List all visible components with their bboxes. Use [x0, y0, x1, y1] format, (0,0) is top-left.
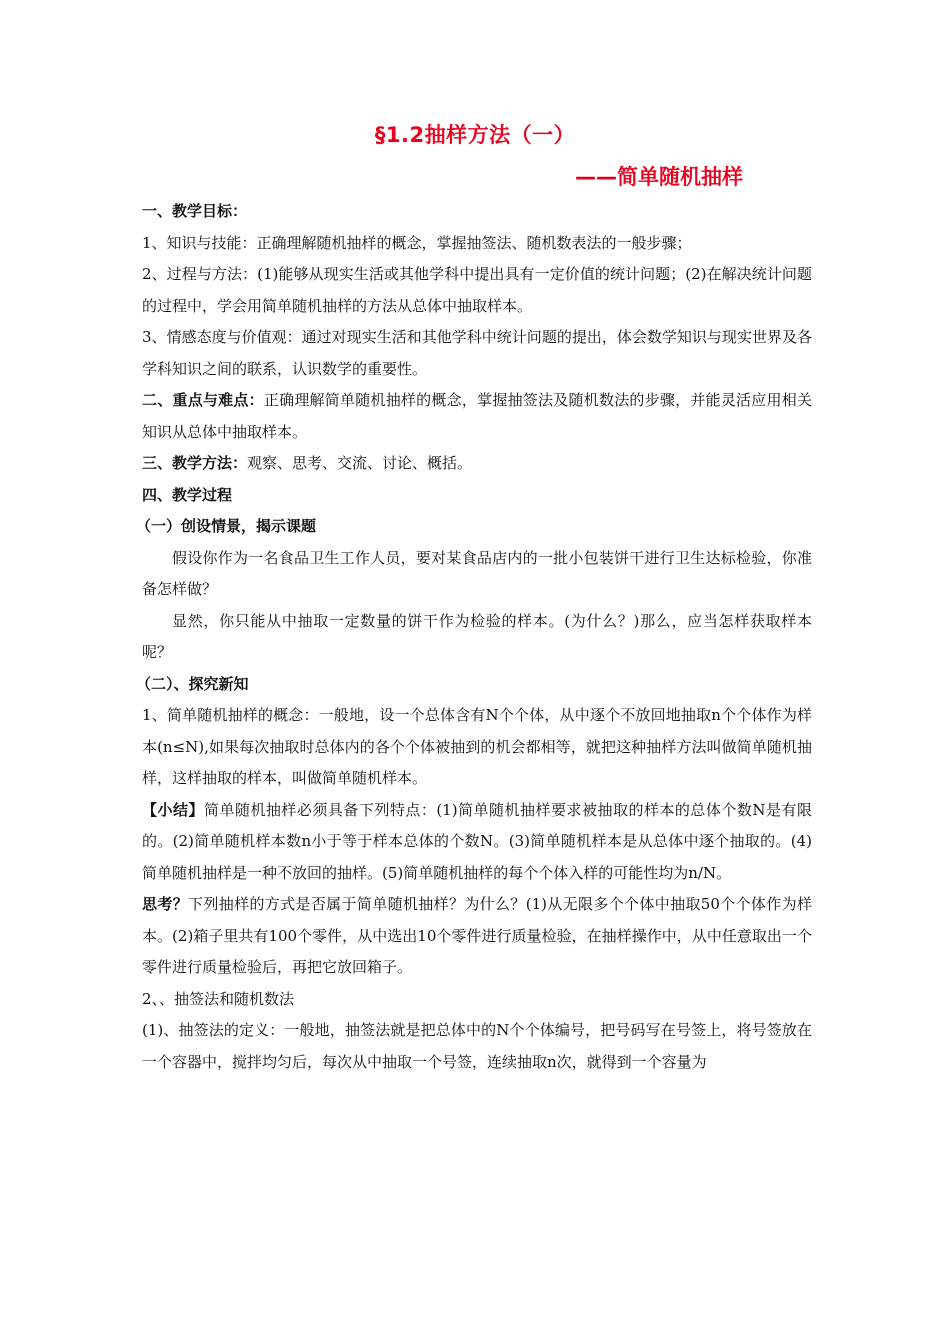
section-methods: [142, 448, 812, 480]
section-heading-process: 四、教学过程: [142, 485, 233, 504]
think-text: 下列抽样的方式是否属于简单随机抽样？为什么？(1)从无限多个个体中抽取50个个体作为样本。(2)箱子里共有100个零件，从中选出10个零件进行质量检验，在抽样操作中，从中任意取出一个零件进行质量检验后，再把它放回箱子。: [142, 895, 812, 976]
goal-knowledge: 1、知识与技能：正确理解随机抽样的概念，掌握抽签法、随机数表法的一般步骤；: [142, 233, 692, 252]
scenario-paragraph-2: 显然，你只能从中抽取一定数量的饼干作为检验的样本。(为什么？)那么，应当怎样获取样本呢？: [142, 611, 812, 661]
scenario-paragraph-1: 假设你作为一名食品卫生工作人员，要对某食品店内的一批小包装饼干进行卫生达标检验，你准备怎样做？: [142, 548, 812, 598]
summary-label: 【小结】: [142, 800, 204, 819]
document-body: [136, 196, 812, 1078]
summary-paragraph: [142, 795, 812, 890]
section-heading-methods: 三、教学方法：: [142, 454, 248, 472]
goal-process: 2、过程与方法：(1)能够从现实生活或其他学科中提出具有一定价值的统计问题；(2)在解决统计问题的过程中，学会用简单随机抽样的方法从总体中抽取样本。: [142, 265, 812, 315]
think-label: 思考？: [142, 895, 189, 913]
key-points-text: 正确理解简单随机抽样的概念，掌握抽签法及随机数法的步骤，并能灵活应用相关知识从总体中抽取样本。: [142, 391, 812, 441]
summary-text: 简单随机抽样必须具备下列特点：(1)简单随机抽样要求被抽取的样本的总体个数N是有限的。(2)简单随机样本数n小于等于样本总体的个数N。(3)简单随机样本是从总体中逐个抽取的。(4)简单随机抽样是一种不放回的抽样。(5)简单随机抽样的每个个体入样的可能性均为n/N。: [142, 800, 812, 882]
document-title: §1.2抽样方法（一）: [374, 123, 576, 147]
concept-paragraph: 1、简单随机抽样的概念：一般地，设一个总体含有N个个体，从中逐个不放回地抽取n个个体作为样本(n≤N),如果每次抽取时总体内的各个个体被抽到的机会都相等，就把这种抽样方法叫做简单随机抽样，这样抽取的样本，叫做简单随机样本。: [142, 706, 812, 787]
section-heading-key-points: 二、重点与难点：: [142, 391, 264, 409]
subsection-heading-explore: （二）、探究新知: [136, 674, 249, 693]
document-subtitle: ——简单随机抽样: [575, 165, 743, 189]
subsection-heading-scenario: （一）创设情景，揭示课题: [136, 517, 317, 535]
section-key-points: [142, 385, 812, 448]
goal-attitude: 3、情感态度与价值观：通过对现实生活和其他学科中统计问题的提出，体会数学知识与现实世界及各学科知识之间的联系，认识数学的重要性。: [142, 328, 812, 378]
methods-text: 观察、思考、交流、讨论、概括。: [247, 454, 473, 472]
section-heading-goals: 一、教学目标：: [142, 202, 248, 220]
item-lottery-random: 2、、抽签法和随机数法: [142, 989, 295, 1008]
think-paragraph: [142, 889, 812, 984]
lottery-definition: (1)、抽签法的定义：一般地，抽签法就是把总体中的N个个体编号，把号码写在号签上，将号签放在一个容器中，搅拌均匀后，每次从中抽取一个号签，连续抽取n次，就得到一个容量为: [142, 1021, 812, 1071]
